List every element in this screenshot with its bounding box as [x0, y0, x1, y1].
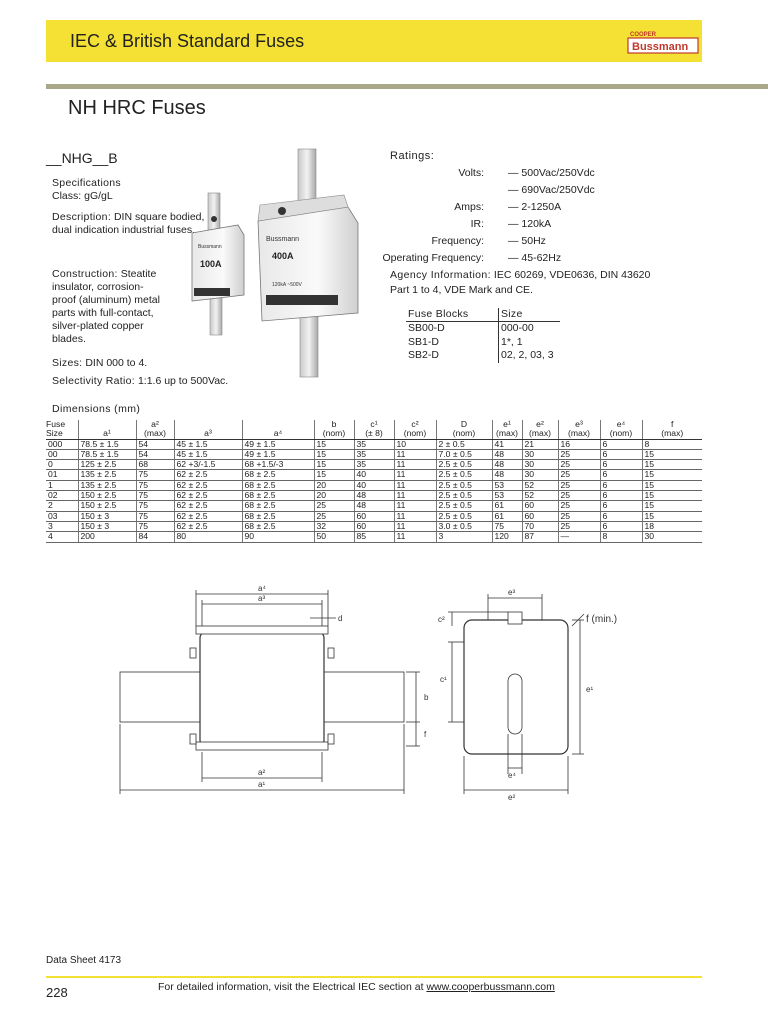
dimension-cell: 25: [558, 449, 600, 459]
amps-label: Amps:: [454, 201, 484, 213]
model-number: __NHG__B: [46, 150, 118, 166]
dimension-header-cell: [174, 420, 242, 439]
dimension-cell: 6: [600, 470, 642, 480]
dimension-cell: 150 ± 3: [78, 511, 136, 521]
fuse-block-size-cell: 1*, 1: [501, 335, 523, 348]
footer-info-text: For detailed information, visit the Electrical IEC section at: [158, 981, 427, 993]
dimension-cell: 48: [354, 501, 394, 511]
dimension-drawing: [110, 582, 710, 804]
dimension-header-bottom: (max): [661, 428, 684, 439]
dimension-cell: 15: [642, 491, 702, 501]
dimension-header-top: e¹: [503, 419, 511, 429]
dimension-cell: 60: [522, 501, 558, 511]
dimension-cell: 150 ± 3: [78, 521, 136, 531]
dimension-cell: 45 ± 1.5: [174, 449, 242, 459]
dimension-cell: 135 ± 2.5: [78, 480, 136, 490]
dimension-cell: 61: [492, 511, 522, 521]
dimension-cell: 48: [492, 449, 522, 459]
dimension-cell: 00: [46, 449, 78, 459]
volts-value-1: — 500Vac/250Vdc: [508, 167, 595, 179]
dimension-cell: 6: [600, 521, 642, 531]
op-frequency-value: — 45-62Hz: [508, 252, 562, 264]
dimension-cell: 75: [136, 470, 174, 480]
fuse-blocks-body: [406, 322, 560, 363]
dimension-cell: 40: [354, 480, 394, 490]
dimension-cell: 68: [136, 460, 174, 470]
agency-label: Agency Information:: [390, 269, 491, 281]
dimension-cell: 62 ± 2.5: [174, 491, 242, 501]
dimension-cell: 70: [522, 521, 558, 531]
label-e2: e²: [508, 793, 516, 802]
dimension-header-top: e³: [575, 419, 583, 429]
dimension-cell: 90: [242, 532, 314, 542]
table-row: [46, 439, 702, 449]
dimension-cell: 2.5 ± 0.5: [436, 470, 492, 480]
fuse-block-row: [406, 349, 560, 363]
class-value: gG/gL: [84, 190, 113, 202]
dimension-cell: 11: [394, 449, 436, 459]
table-row: [46, 449, 702, 459]
dimension-cell: 32: [314, 521, 354, 531]
dimension-cell: 15: [642, 460, 702, 470]
dimension-cell: 30: [522, 449, 558, 459]
dimension-cell: 2 ± 0.5: [436, 439, 492, 449]
ratings-volts-row-2: [384, 184, 714, 200]
dimension-cell: 11: [394, 470, 436, 480]
dimension-cell: 6: [600, 511, 642, 521]
logo-brand-text: Bussmann: [632, 41, 689, 53]
dimension-cell: 0: [46, 460, 78, 470]
table-row: [46, 511, 702, 521]
dimension-cell: 20: [314, 480, 354, 490]
dimension-header-bottom: (nom): [609, 428, 633, 439]
dimension-cell: 62 ± 2.5: [174, 521, 242, 531]
dimension-cell: 25: [314, 511, 354, 521]
dimension-header-bottom: a⁴: [273, 428, 283, 439]
dimension-cell: 25: [558, 460, 600, 470]
ir-label: IR:: [470, 218, 484, 230]
page-number: 228: [46, 985, 68, 1000]
dimension-cell: 25: [558, 491, 600, 501]
dimension-cell: 3: [46, 521, 78, 531]
label-a1: a¹: [258, 780, 266, 789]
dimension-cell: 21: [522, 439, 558, 449]
dimension-header-cell: [354, 420, 394, 439]
dimension-cell: 68 ± 2.5: [242, 511, 314, 521]
table-row: [46, 532, 702, 542]
dimension-cell: 54: [136, 439, 174, 449]
dimension-cell: 68 ± 2.5: [242, 521, 314, 531]
dimension-cell: 200: [78, 532, 136, 542]
dimension-header-cell: [314, 420, 354, 439]
dimension-header-bottom: (nom): [403, 428, 427, 439]
table-row: [46, 470, 702, 480]
dimension-cell: 25: [558, 501, 600, 511]
dimension-cell: 8: [600, 532, 642, 542]
label-e1: e¹: [586, 685, 594, 694]
dimension-cell: 11: [394, 521, 436, 531]
page-title: NH HRC Fuses: [68, 97, 206, 119]
dimension-cell: 78.5 ± 1.5: [78, 439, 136, 449]
dimension-cell: 85: [354, 532, 394, 542]
fuse-block-block-cell: SB1-D: [406, 336, 499, 350]
dimension-cell: 68 ± 2.5: [242, 491, 314, 501]
label-a2: a²: [258, 768, 266, 777]
dimension-cell: 62 ± 2.5: [174, 470, 242, 480]
dimensions-title: Dimensions (mm): [52, 403, 141, 415]
dimension-header-bottom: (nom): [322, 428, 346, 439]
dimension-cell: 125 ± 2.5: [78, 460, 136, 470]
dimension-cell: 11: [394, 532, 436, 542]
dimension-cell: 35: [354, 439, 394, 449]
dimension-header-bottom: (max): [529, 428, 551, 439]
fuse-block-size-cell: 000-00: [501, 322, 534, 334]
dimension-header-top: c²: [411, 419, 419, 429]
dimension-cell: 15: [642, 470, 702, 480]
website-link[interactable]: www.cooperbussmann.com: [426, 981, 555, 993]
fuse-block-row: [406, 336, 560, 350]
bussmann-logo: [622, 28, 700, 56]
dimension-cell: 15: [642, 449, 702, 459]
dimension-cell: 62 ± 2.5: [174, 511, 242, 521]
dimension-header-cell: [78, 420, 136, 439]
dimension-header-top: a²: [151, 419, 159, 429]
large-fuse-voltage: 120kA ~500V: [272, 282, 302, 288]
dimension-cell: 48: [492, 470, 522, 480]
table-row: [46, 491, 702, 501]
dimension-cell: 30: [642, 532, 702, 542]
dimension-header-bottom: (max): [496, 428, 518, 439]
dimension-cell: 60: [354, 521, 394, 531]
ratings-op-frequency-row: [384, 252, 714, 268]
ratings-amps-row: [384, 201, 714, 217]
dimension-cell: 03: [46, 511, 78, 521]
fuse-block-size-cell: 02, 2, 03, 3: [501, 349, 554, 361]
dimension-cell: 6: [600, 480, 642, 490]
ratings-ir-row: [384, 218, 714, 234]
volts-value-2: — 690Vac/250Vdc: [508, 184, 595, 196]
dimension-cell: 2.5 ± 0.5: [436, 511, 492, 521]
small-fuse-rating: 100A: [200, 259, 222, 269]
dimension-cell: 50: [314, 532, 354, 542]
dimension-cell: 2.5 ± 0.5: [436, 480, 492, 490]
dimension-cell: 87: [522, 532, 558, 542]
dimension-header-bottom: (± 8): [365, 428, 383, 439]
specifications-label: Specifications: [52, 177, 121, 189]
dimension-cell: 75: [136, 511, 174, 521]
dimension-header-top: c¹: [370, 419, 378, 429]
fuse-block-block-cell: SB00-D: [406, 322, 499, 336]
large-fuse-rating: 400A: [272, 251, 294, 261]
table-row: [46, 501, 702, 511]
dimension-cell: 68 +1.5/-3: [242, 460, 314, 470]
selectivity-text: 1:1.6 up to 500Vac.: [137, 375, 229, 387]
dimensions-table: [46, 420, 702, 543]
dimension-cell: 4: [46, 532, 78, 542]
dimension-cell: 25: [558, 470, 600, 480]
dimension-cell: 25: [314, 501, 354, 511]
fuse-blocks-table: [406, 308, 560, 363]
dimension-header-top: e²: [536, 419, 544, 429]
header-rule: [46, 84, 768, 89]
dimension-header-cell: [522, 420, 558, 439]
dimension-cell: 84: [136, 532, 174, 542]
dimension-cell: 52: [522, 491, 558, 501]
label-d: d: [338, 614, 343, 623]
dimension-header-cell: [600, 420, 642, 439]
dimension-cell: 6: [600, 460, 642, 470]
dimension-header-cell: [436, 420, 492, 439]
dimension-header-bottom: (nom): [452, 428, 476, 439]
dimension-header-cell: [136, 420, 174, 439]
dimension-cell: 35: [354, 449, 394, 459]
dimension-cell: 60: [522, 511, 558, 521]
label-e4: e⁴: [508, 771, 516, 780]
description-label: Description:: [52, 211, 112, 223]
dimension-cell: 15: [314, 470, 354, 480]
fuse-block-row: [406, 322, 560, 336]
op-frequency-label: Operating Frequency:: [382, 252, 484, 264]
label-a4: a⁴: [258, 584, 266, 593]
dimension-cell: 2.5 ± 0.5: [436, 460, 492, 470]
dimension-header-cell: [492, 420, 522, 439]
sizes-text: DIN 000 to 4.: [85, 357, 148, 369]
dimension-cell: 11: [394, 501, 436, 511]
fuse-product-photo: [180, 145, 380, 380]
dimension-cell: 15: [314, 439, 354, 449]
dimension-cell: 78.5 ± 1.5: [78, 449, 136, 459]
dimension-header-bottom: a³: [204, 428, 212, 439]
size-header: Size: [499, 308, 560, 322]
table-row: [46, 480, 702, 490]
dimension-header-top: Fuse: [46, 419, 66, 429]
ratings-volts-row: [384, 167, 714, 183]
dimension-cell: 35: [354, 460, 394, 470]
dimension-cell: —: [558, 532, 600, 542]
dimension-cell: 30: [522, 470, 558, 480]
dimension-cell: 150 ± 2.5: [78, 501, 136, 511]
dimension-cell: 68 ± 2.5: [242, 501, 314, 511]
dimension-cell: 62 ± 2.5: [174, 480, 242, 490]
dimension-cell: 2: [46, 501, 78, 511]
dimension-cell: 01: [46, 470, 78, 480]
dimension-cell: 7.0 ± 0.5: [436, 449, 492, 459]
dimension-header-bottom: Size: [46, 428, 63, 439]
dimension-header-bottom: (max): [144, 428, 166, 439]
dimension-cell: 61: [492, 501, 522, 511]
dimension-cell: 48: [354, 491, 394, 501]
dimension-cell: 25: [558, 480, 600, 490]
dimension-cell: 135 ± 2.5: [78, 470, 136, 480]
dimension-header-top: f: [671, 419, 674, 429]
label-c1: c¹: [440, 675, 447, 684]
dimension-cell: 18: [642, 521, 702, 531]
footer-rule: [46, 976, 702, 978]
dimension-cell: 68 ± 2.5: [242, 470, 314, 480]
dimension-cell: 68 ± 2.5: [242, 480, 314, 490]
dimension-cell: 120: [492, 532, 522, 542]
label-b: b: [424, 693, 429, 702]
dimension-header-bottom: a¹: [103, 428, 111, 439]
dimension-cell: 75: [136, 480, 174, 490]
dimension-cell: 75: [492, 521, 522, 531]
dimension-cell: 15: [642, 501, 702, 511]
table-row: [46, 521, 702, 531]
ratings-frequency-row: [384, 235, 714, 251]
amps-value: — 2-1250A: [508, 201, 562, 213]
dimension-cell: 02: [46, 491, 78, 501]
data-sheet-number: Data Sheet 4173: [46, 955, 122, 966]
dimension-cell: 62 ± 2.5: [174, 501, 242, 511]
dimension-cell: 000: [46, 439, 78, 449]
dimension-cell: 11: [394, 511, 436, 521]
dimensions-header-row: [46, 420, 702, 439]
header-title: IEC & British Standard Fuses: [70, 31, 305, 51]
dimension-header-top: e⁴: [616, 419, 626, 429]
construction-text: Steatite insulator, corrosion-proof (aluminum) metal parts with full-contact, silver-plated copper blades.: [52, 268, 160, 345]
dimension-cell: 25: [558, 511, 600, 521]
dimension-cell: 15: [314, 460, 354, 470]
dimension-header-cell: [46, 420, 78, 439]
frequency-value: — 50Hz: [508, 235, 546, 247]
dimension-cell: 2.5 ± 0.5: [436, 491, 492, 501]
dimension-cell: 62 +3/-1.5: [174, 460, 242, 470]
dimension-cell: 150 ± 2.5: [78, 491, 136, 501]
dimension-cell: 49 ± 1.5: [242, 449, 314, 459]
sizes-label: Sizes:: [52, 357, 83, 369]
dimension-header-cell: [242, 420, 314, 439]
dimension-cell: 3: [436, 532, 492, 542]
dimension-cell: 52: [522, 480, 558, 490]
dimension-cell: 16: [558, 439, 600, 449]
label-a3: a³: [258, 594, 266, 603]
table-row: [46, 460, 702, 470]
dimension-header-top: D: [460, 419, 468, 429]
ir-value: — 120kA: [508, 218, 552, 230]
dimensions-body: [46, 439, 702, 542]
dimension-cell: 11: [394, 491, 436, 501]
dimension-cell: 80: [174, 532, 242, 542]
dimension-cell: 54: [136, 449, 174, 459]
dimension-cell: 15: [314, 449, 354, 459]
dimension-cell: 6: [600, 491, 642, 501]
small-fuse-brand: Bussmann: [198, 244, 222, 250]
volts-label: Volts:: [458, 167, 484, 179]
dimension-cell: 30: [522, 460, 558, 470]
dimension-cell: 41: [492, 439, 522, 449]
dimension-cell: 49 ± 1.5: [242, 439, 314, 449]
fuse-blocks-header: Fuse Blocks: [406, 308, 499, 322]
class-label: Class:: [52, 190, 82, 202]
fuse-block-block-cell: SB2-D: [406, 349, 499, 363]
dimension-cell: 6: [600, 439, 642, 449]
dimension-cell: 11: [394, 480, 436, 490]
dimension-cell: 53: [492, 480, 522, 490]
dimension-cell: 8: [642, 439, 702, 449]
dimension-cell: 10: [394, 439, 436, 449]
construction-label: Construction:: [52, 268, 118, 280]
dimension-header-cell: [558, 420, 600, 439]
dimension-cell: 40: [354, 470, 394, 480]
large-fuse-brand: Bussmann: [266, 236, 300, 243]
dimension-cell: 45 ± 1.5: [174, 439, 242, 449]
dimension-cell: 11: [394, 460, 436, 470]
dimension-cell: 75: [136, 491, 174, 501]
label-f-min: f (min.): [586, 614, 618, 625]
dimension-cell: 6: [600, 449, 642, 459]
selectivity-label: Selectivity Ratio:: [52, 375, 136, 387]
dimension-cell: 53: [492, 491, 522, 501]
dimension-cell: 15: [642, 480, 702, 490]
spec-construction: [52, 268, 164, 346]
agency-text-2: Part 1 to 4, VDE Mark and CE.: [390, 284, 533, 296]
label-e3: e³: [508, 588, 516, 597]
dimension-cell: 20: [314, 491, 354, 501]
dimension-cell: 75: [136, 501, 174, 511]
dimension-cell: 1: [46, 480, 78, 490]
dimension-cell: 60: [354, 511, 394, 521]
dimension-header-cell: [394, 420, 436, 439]
description-text: DIN square bodied, dual indication industrial fuses.: [52, 211, 205, 236]
dimension-header-top: b: [331, 419, 337, 429]
frequency-label: Frequency:: [431, 235, 484, 247]
dimension-cell: 2.5 ± 0.5: [436, 501, 492, 511]
dimension-cell: 75: [136, 521, 174, 531]
dimension-header-cell: [642, 420, 702, 439]
footer-info: [158, 981, 555, 993]
agency-information: [390, 268, 720, 298]
label-f: f: [424, 730, 427, 739]
dimension-cell: 6: [600, 501, 642, 511]
ratings-title: Ratings:: [390, 150, 435, 162]
header-banner: [46, 20, 702, 62]
dimension-cell: 48: [492, 460, 522, 470]
logo-top-text: COOPER: [630, 32, 657, 38]
dimension-cell: 15: [642, 511, 702, 521]
label-c2: c²: [438, 615, 445, 624]
dimension-header-bottom: (max): [568, 428, 590, 439]
agency-text-1: IEC 60269, VDE0636, DIN 43620: [493, 269, 651, 281]
dimension-cell: 25: [558, 521, 600, 531]
dimension-cell: 3.0 ± 0.5: [436, 521, 492, 531]
